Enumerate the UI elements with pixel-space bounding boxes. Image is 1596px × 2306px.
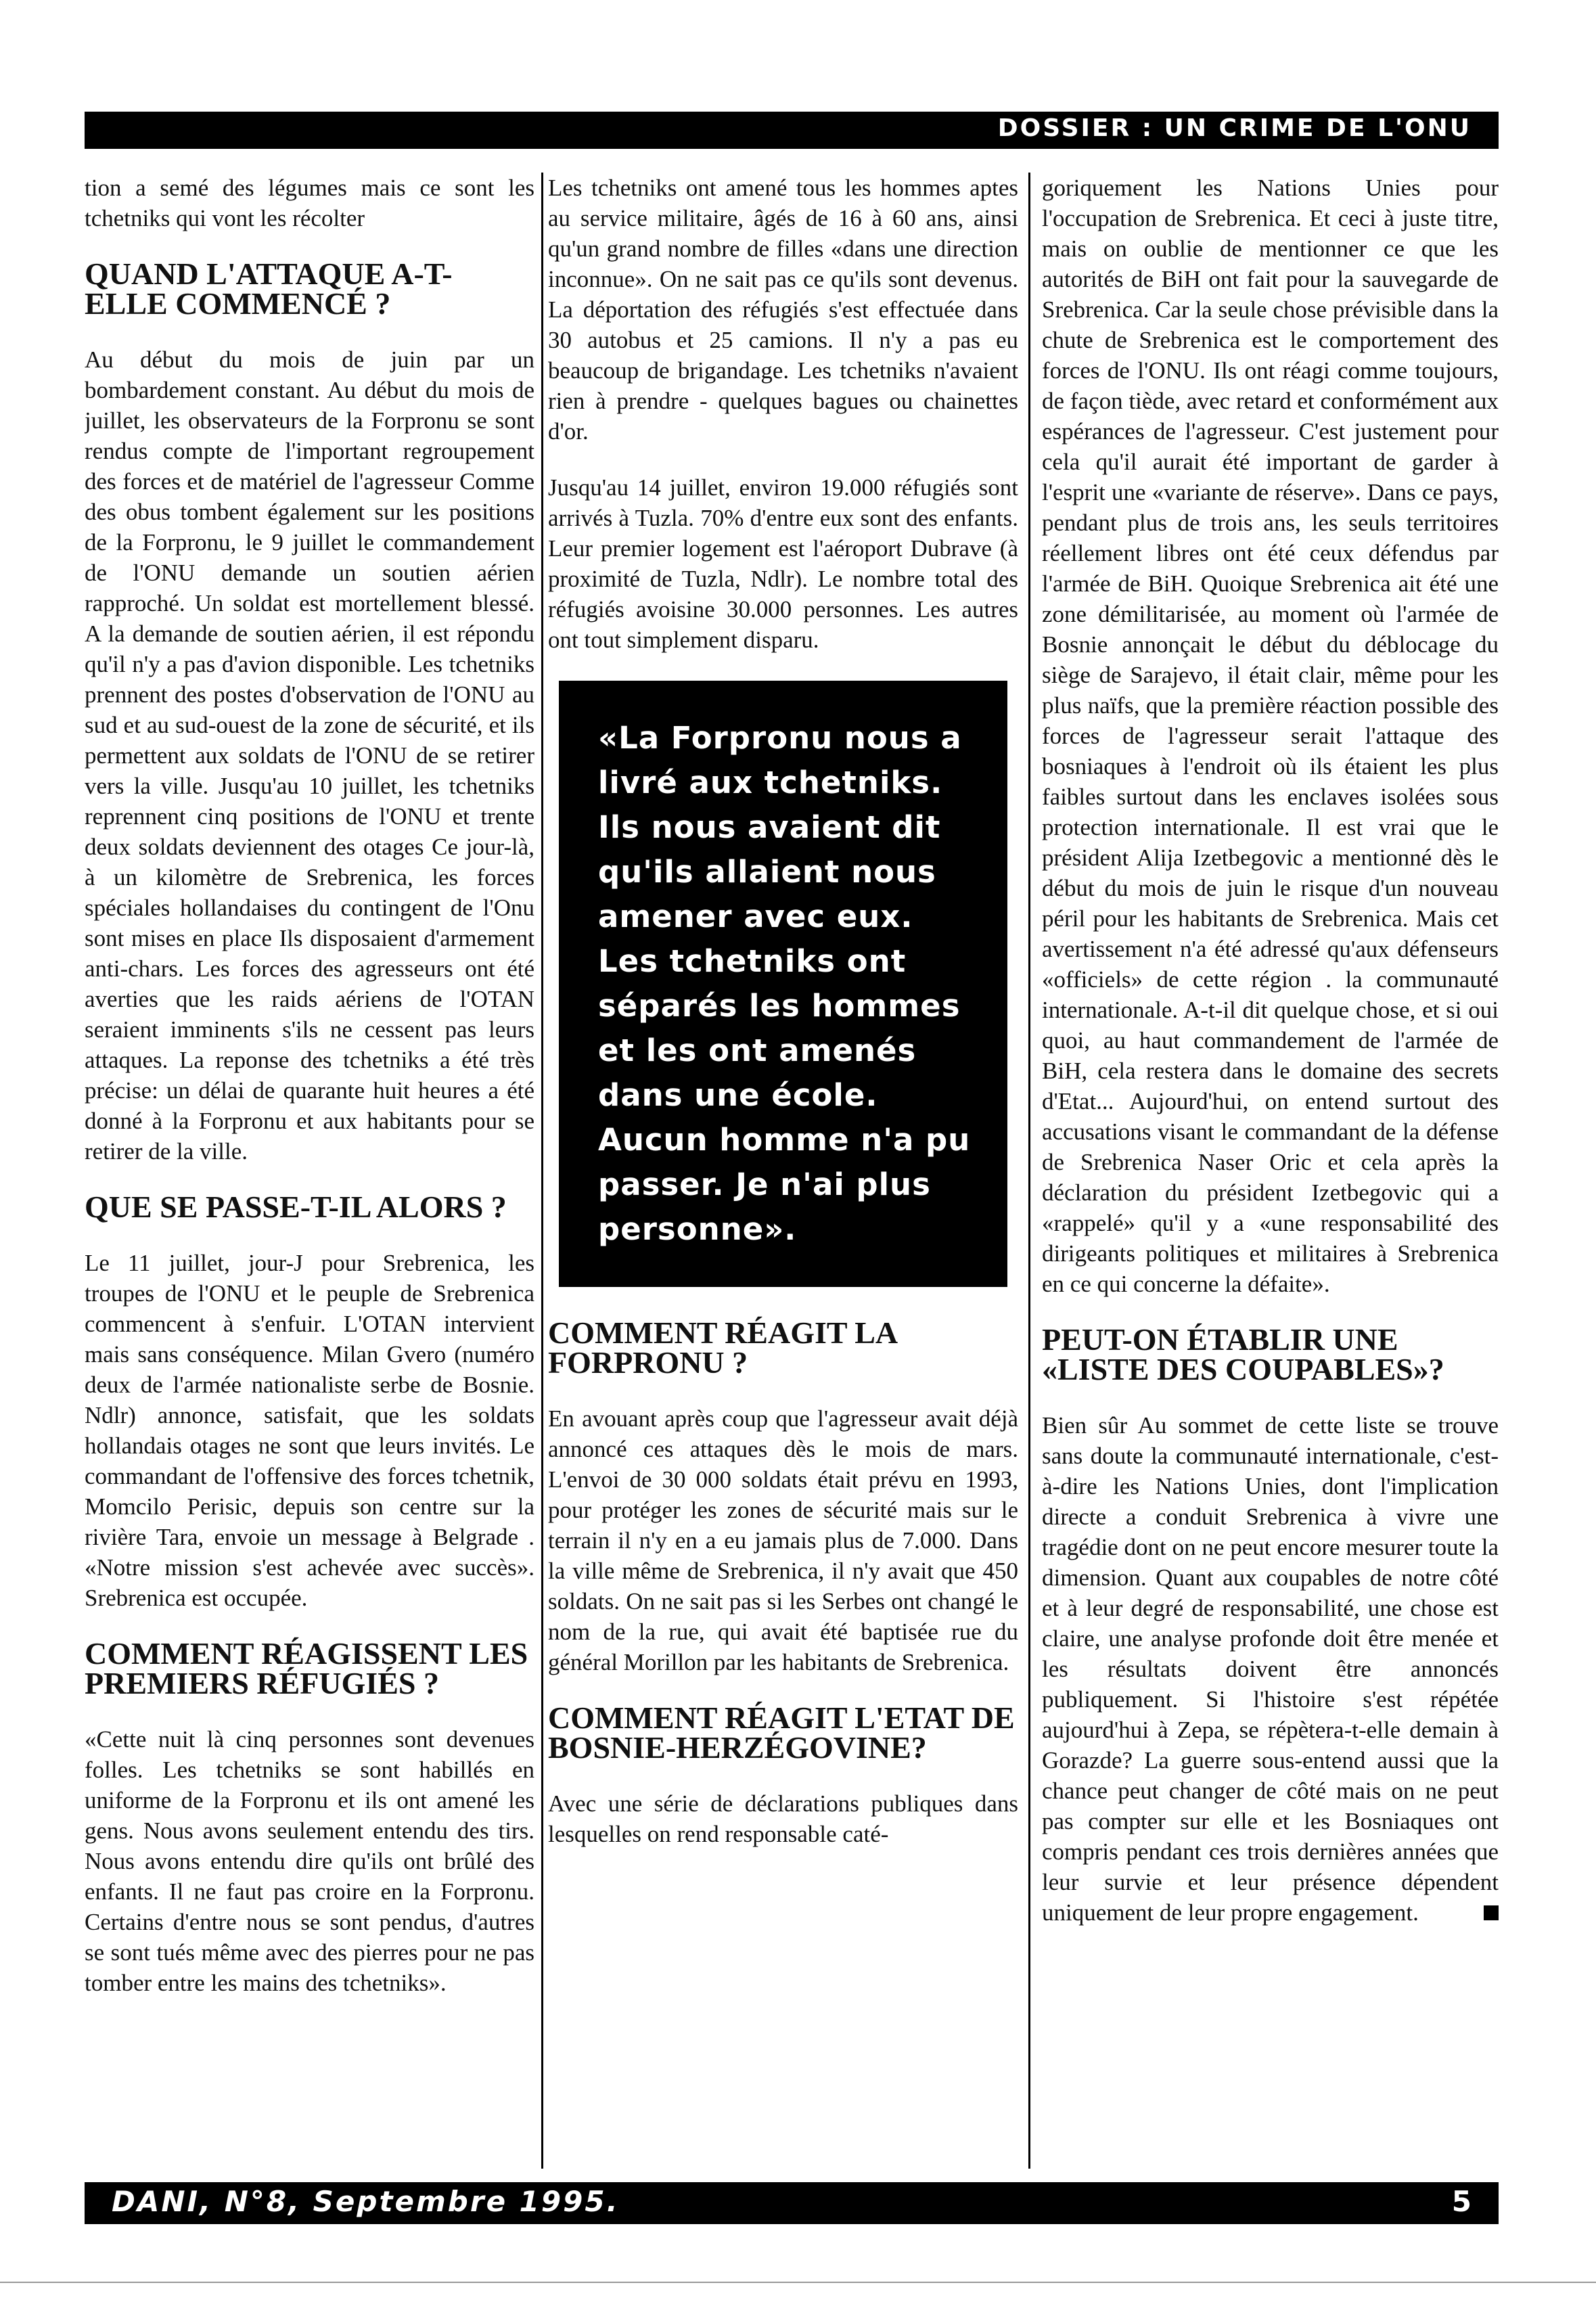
subheading: COMMENT RÉAGIT L'ETAT DE BOSNIE-HERZÉGOVINE? [548, 1700, 1015, 1765]
subheading: QUAND L'ATTAQUE A-T-ELLE COMMENCÉ ? [85, 256, 453, 321]
paragraph [1042, 1410, 1499, 1928]
subheading: PEUT-ON ÉTABLIR UNE «LISTE DES COUPABLES»? [1042, 1322, 1444, 1386]
scan-edge-line [0, 2282, 1596, 2283]
column-divider [541, 173, 543, 2169]
paragraph: Le 11 juillet, jour-J pour Srebrenica, les troupes de l'ONU et le peuple de Srebrenica commencent à s'enfuir. L'OTAN intervient mais sans conséquence. Milan Gvero (numéro deux de l'armée nationaliste serbe de Bosnie. Ndlr) annonce, satisfait, que les soldats hollandais otages ne sont que leurs invités. Le commandant de l'offensive des forces tchetnik, Momcilo Perisic, depuis son centre sur la rivière Tara, envoie un message à Belgrade . «Notre mission s'est achevée avec succès». Srebrenica est occupée. [85, 1250, 534, 1611]
issue-info: DANI, N°8, Septembre 1995. [112, 2185, 620, 2218]
column-2 [548, 173, 1018, 2169]
paragraph: tion a semé des légumes mais ce sont les tchetniks qui vont les récolter [85, 175, 534, 231]
paragraph: Avec une série de déclarations publiques dans lesquelles on rend responsable caté- [548, 1790, 1018, 1847]
paragraph-text: Bien sûr Au sommet de cette liste se trouve sans doute la communauté internationale, c'est-à-dire les Nations Unies, dont l'implication directe a conduit Srebrenica à vivre une tragédie dont on ne peut encore mesurer toute la dimension. Quant aux coupables de notre côté et à leur degré de responsabilité, une chose est claire, une analyse profonde doit être menée et les résultats doivent être annoncés publiquement. Si l'histoire s'est répétée aujourd'hui à Zepa, se répètera-t-elle demain à Gorazde? La guerre sous-entend aussi que la chance peut changer de côté mais on ne peut pas compter sur elle et les Bosniaques ont compris pendant ces trois dernières années que leur survie et leur présence dépendent uniquement de leur propre engagement. [1042, 1412, 1499, 1926]
pull-quote-box [559, 681, 1007, 1287]
subheading: COMMENT RÉAGISSENT LES PREMIERS RÉFUGIÉS ? [85, 1636, 528, 1700]
end-of-article-mark [1484, 1905, 1499, 1920]
column-3 [1042, 173, 1499, 2169]
subheading: COMMENT RÉAGIT LA FORPRONU ? [548, 1315, 896, 1380]
paragraph: «Cette nuit là cinq personnes sont devenues folles. Les tchetniks se sont habillés en uniforme de la Forpronu et ils ont amené les gens. Nous avons seulement entendu des tirs. Nous avons entendu dire qu'ils ont brûlé des enfants. Il ne faut pas croire en la Forpronu. Certains d'entre nous se sont pendus, d'autres se sont tués même avec des pierres pour ne pas tomber entre les mains des tchetniks». [85, 1726, 534, 1996]
paragraph: Les tchetniks ont amené tous les hommes aptes au service militaire, âgés de 16 à 60 ans, ainsi qu'un grand nombre de filles «dans une direction inconnue». On ne sait pas ce qu'ils sont devenus. La déportation des réfugiés s'est effectuée dans 30 autobus et 25 camions. Il n'y a pas eu beaucoup de brigandage. Les tchetniks n'avaient rien à prendre - quelques bagues ou chainettes d'or. [548, 175, 1018, 445]
footer-bar [85, 2182, 1499, 2224]
pull-quote: «La Forpronu nous a livré aux tchetniks. Ils nous avaient dit qu'ils allaient nous amener avec eux. Les tchetniks ont séparés les hommes et les ont amenés dans une école. Aucun homme n'a pu passer. Je n'ai plus personne». [598, 720, 971, 1247]
header-bar [85, 112, 1499, 149]
subheading: QUE SE PASSE-T-IL ALORS ? [85, 1190, 507, 1224]
column-1 [85, 173, 534, 2169]
paragraph: En avouant après coup que l'agresseur avait déjà annoncé ces attaques dès le mois de mars. L'envoi de 30 000 soldats était prévu en 1993, pour protéger les zones de sécurité mais sur le terrain il n'y en a eu jamais plus de 7.000. Dans la ville même de Srebrenica, il n'y avait que 450 soldats. On ne sait pas si les Serbes ont changé le nom de la rue, qui avait été baptisée rue du général Morillon par les habitants de Srebrenica. [548, 1405, 1018, 1675]
page-number: 5 [1451, 2185, 1472, 2218]
column-divider [1028, 173, 1030, 2169]
paragraph: Au début du mois de juin par un bombardement constant. Au début du mois de juillet, les observateurs de la Forpronu se sont rendus compte de l'important regroupement des forces et de matériel de l'agresseur Comme des obus tombent également sur les positions de la Forpronu, le 9 juillet le commandement de l'ONU demande un soutien aérien rapproché. Un soldat est mortellement blessé. A la demande de soutien aérien, il est répondu qu'il n'y a pas d'avion disponible. Les tchetniks prennent des postes d'observation de l'ONU au sud et au sud-ouest de la zone de sécurité, et ils permettent aux soldats de l'ONU de se retirer vers la ville. Jusqu'au 10 juillet, les tchetniks reprennent cinq positions de l'ONU et trente deux soldats deviennent des otages Ce jour-là, à un kilomètre de Srebrenica, les forces spéciales hollandaises du contingent de l'Onu sont mises en place Ils disposaient d'armement anti-chars. Les forces des agresseurs ont été averties que les raids aériens de l'OTAN seraient imminents s'ils ne cessent pas leurs attaques. La reponse des tchetniks a été très précise: un délai de quarante huit heures a été donné à la Forpronu et aux habitants pour se retirer de la ville. [85, 346, 534, 1165]
paragraph: goriquement les Nations Unies pour l'occupation de Srebrenica. Et ceci à juste titre, mais on oublie de mentionner ce que les autorités de BiH ont fait pour la sauvegarde de Srebrenica. Car la seule chose prévisible dans la chute de Srebrenica est le comportement des forces de l'ONU. Ils ont réagi comme toujours, de façon tiède, avec retard et conformément aux espérances de l'agresseur. C'est justement pour cela qu'il aurait été important de garder à l'esprit une «variante de réserve». Dans ce pays, pendant plus de trois ans, les seuls territoires réellement libres ont été ceux défendus par l'armée de BiH. Quoique Srebrenica ait été une zone démilitarisée, au moment où l'armée de Bosnie annonçait le début du déblocage du siège de Sarajevo, il était clair, même pour les plus naïfs, que la première réaction possible des forces de l'agresseur serait l'attaque des bosniaques à l'endroit où ils étaient les plus faibles surtout dans les enclaves isolées sous protection internationale. Il est vrai que le président Alija Izetbegovic a mentionné dès le début du mois de juin le risque d'un nouveau péril pour les habitants de Srebrenica. Mais cet avertissement n'a été adressé qu'aux défenseurs «officiels» de cette région . la communauté internationale. A-t-il dit quelque chose, et si oui quoi, au haut commandement de l'armée de BiH, cela restera dans le domaine des secrets d'Etat... Aujourd'hui, on entend surtout des accusations visant le commandant de la défense de Srebrenica Naser Oric et cela après la déclaration du président Izetbegovic qui a «rappelé» qu'il y a «une responsabilité des dirigeants politiques et militaires à Srebrenica en ce qui concerne la défaite». [1042, 175, 1499, 1297]
paragraph: Jusqu'au 14 juillet, environ 19.000 réfugiés sont arrivés à Tuzla. 70% d'entre eux sont des enfants. Leur premier logement est l'aéroport Dubrave (à proximité de Tuzla, Ndlr). Le nombre total des réfugiés avoisine 30.000 personnes. Les autres ont tout simplement disparu. [548, 474, 1018, 653]
section-title: DOSSIER : UN CRIME DE L'ONU [997, 114, 1472, 142]
